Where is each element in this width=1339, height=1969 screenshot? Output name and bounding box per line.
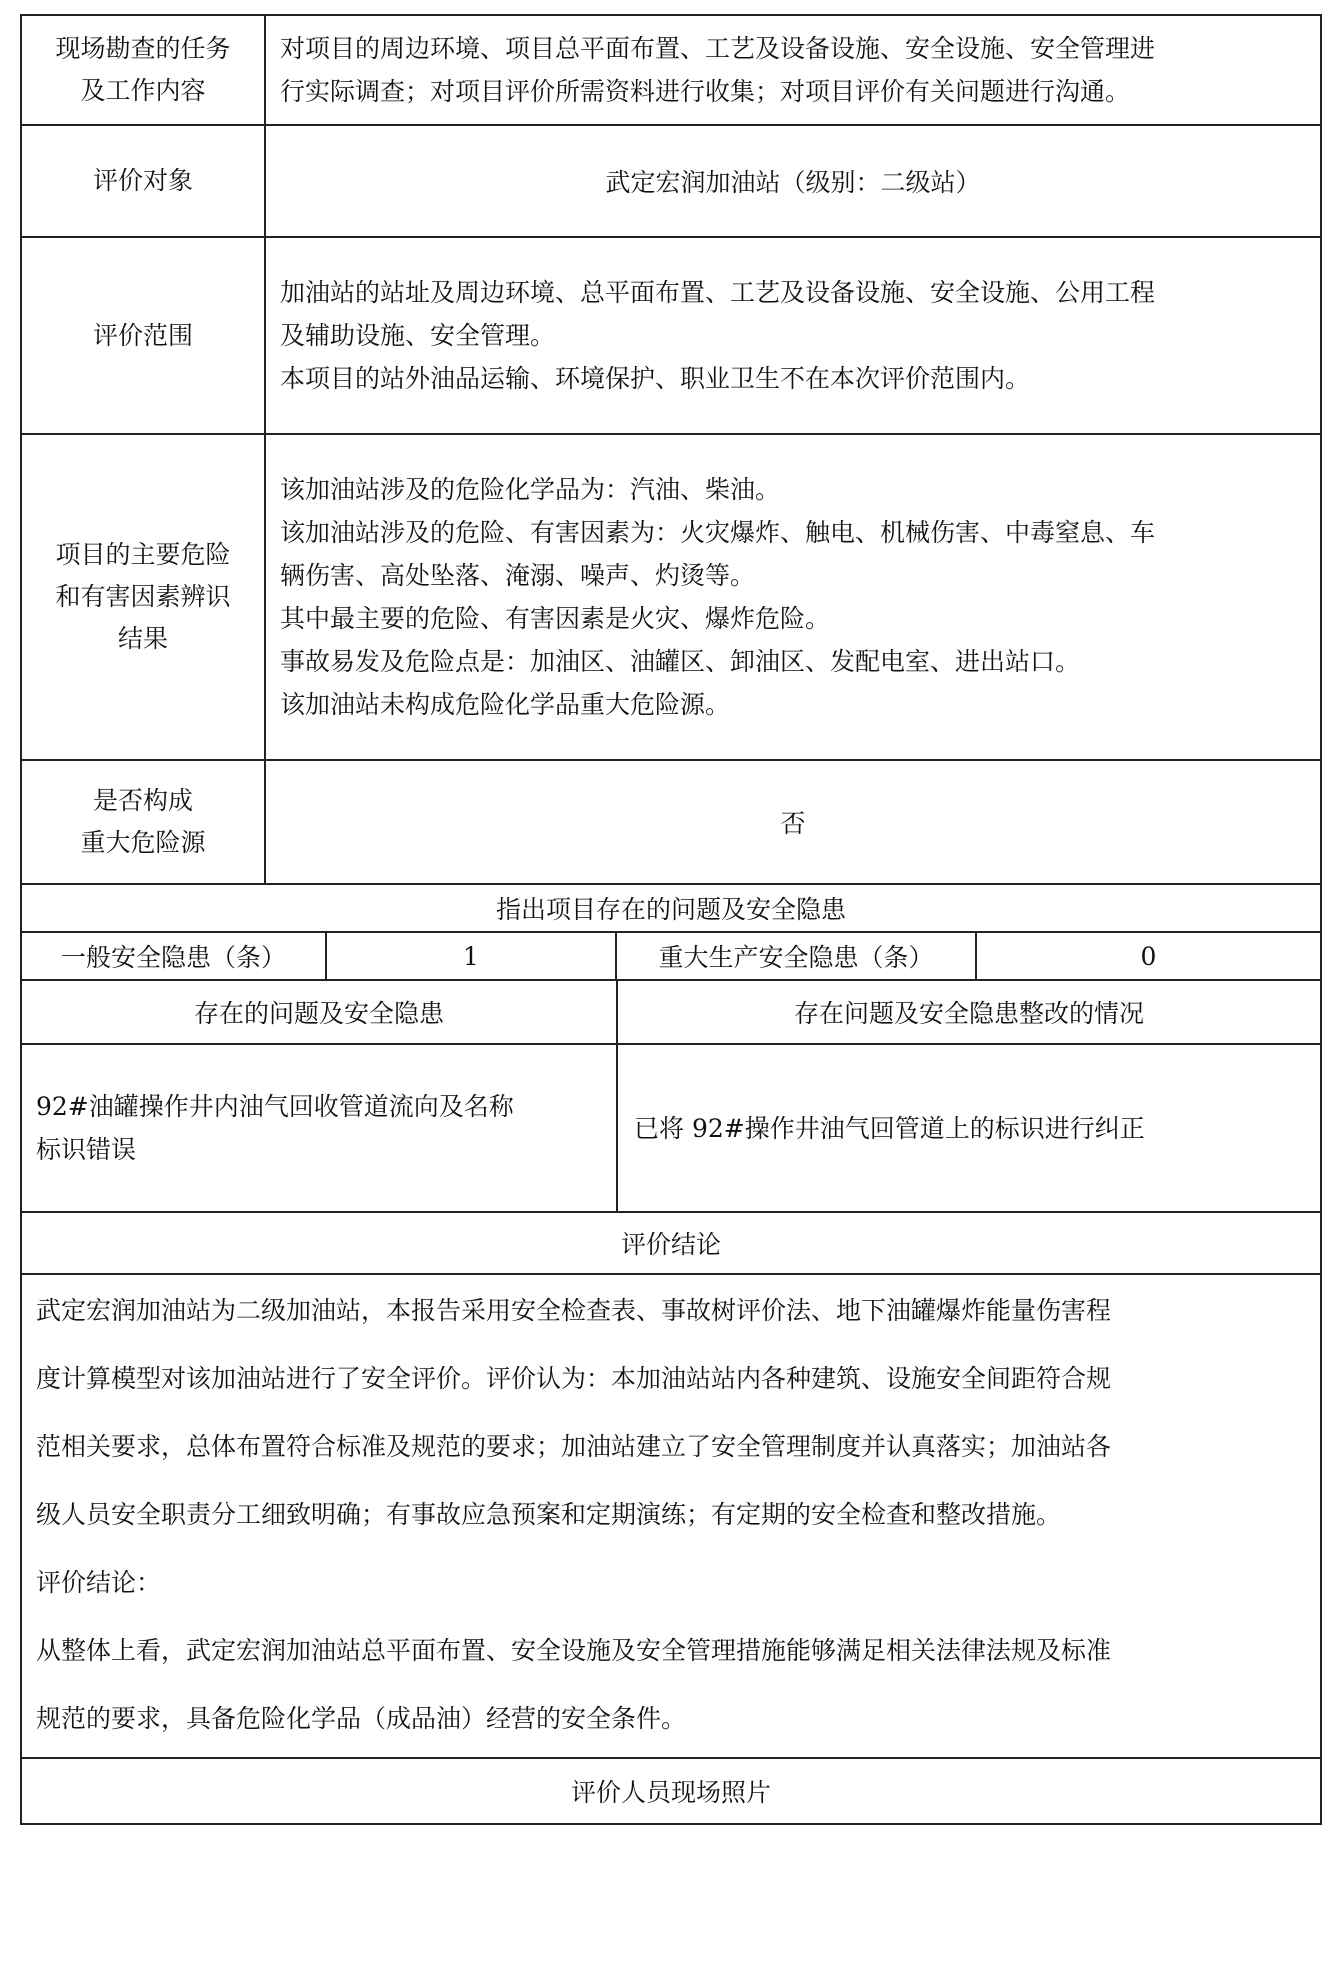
site-survey-content-line-1: 对项目的周边环境、项目总平面布置、工艺及设备设施、安全设施、安全管理进	[280, 34, 1156, 63]
conclusion-line-4: 级人员安全职责分工细致明确；有事故应急预案和定期演练；有定期的安全检查和整改措施。	[36, 1500, 1062, 1529]
row-major-hazard	[21, 760, 1321, 884]
row-site-survey	[21, 15, 1321, 125]
hazards-content-line-3: 辆伤害、高处坠落、淹溺、噪声、灼烫等。	[280, 561, 756, 590]
major-hazard-content: 否	[265, 760, 1321, 884]
conclusion-title-row	[21, 1212, 1321, 1274]
site-survey-label-line-1: 现场勘查的任务	[55, 34, 231, 63]
conclusion-line-6: 从整体上看，武定宏润加油站总平面布置、安全设施及安全管理措施能够满足相关法律法规及标准	[36, 1636, 1112, 1665]
issues-header-row	[21, 980, 1321, 1044]
issues-title-row	[21, 884, 1321, 932]
photos-section-title: 评价人员现场照片	[21, 1758, 1321, 1824]
site-survey-content	[265, 15, 1321, 125]
row-scope	[21, 237, 1321, 434]
problem-description	[21, 1044, 617, 1212]
scope-label: 评价范围	[21, 237, 265, 434]
major-hazard-label	[21, 760, 265, 884]
row-subject	[21, 125, 1321, 237]
general-hazard-count: 1	[326, 932, 616, 980]
conclusion-line-3: 范相关要求，总体布置符合标准及规范的要求；加油站建立了安全管理制度并认真落实；加油站各	[36, 1432, 1112, 1461]
site-survey-label-line-2: 及工作内容	[80, 76, 206, 105]
conclusion-section-title: 评价结论	[21, 1212, 1321, 1274]
subject-label: 评价对象	[21, 125, 265, 237]
hazards-content-line-2: 该加油站涉及的危险、有害因素为：火灾爆炸、触电、机械伤害、中毒窒息、车	[280, 518, 1156, 547]
scope-content-line-3: 本项目的站外油品运输、环境保护、职业卫生不在本次评价范围内。	[280, 364, 1031, 393]
site-survey-content-line-2: 行实际调查；对项目评价所需资料进行收集；对项目评价有关问题进行沟通。	[280, 77, 1131, 106]
hazards-content-line-1: 该加油站涉及的危险化学品为：汽油、柴油。	[280, 475, 781, 504]
issues-section-title: 指出项目存在的问题及安全隐患	[21, 884, 1321, 932]
conclusion-body-row	[21, 1274, 1321, 1758]
hazards-label-line-3: 结果	[117, 624, 168, 653]
general-hazard-label: 一般安全隐患（条）	[21, 932, 326, 980]
site-survey-label	[21, 15, 265, 125]
scope-content	[265, 237, 1321, 434]
hazards-label	[21, 434, 265, 760]
problem-line-1: 92#油罐操作井内油气回收管道流向及名称	[36, 1092, 514, 1121]
problem-line-2: 标识错误	[36, 1135, 137, 1164]
project-info-table	[20, 14, 1322, 885]
conclusion-line-7: 规范的要求，具备危险化学品（成品油）经营的安全条件。	[36, 1704, 687, 1733]
rectify-description: 已将 92#操作井油气回管道上的标识进行纠正	[617, 1044, 1321, 1212]
subject-content: 武定宏润加油站（级别：二级站）	[265, 125, 1321, 237]
hazards-label-line-1: 项目的主要危险	[55, 540, 231, 569]
conclusion-line-1: 武定宏润加油站为二级加油站，本报告采用安全检查表、事故树评价法、地下油罐爆炸能量伤害程	[36, 1296, 1112, 1325]
scope-content-line-1: 加油站的站址及周边环境、总平面布置、工艺及设备设施、安全设施、公用工程	[280, 278, 1156, 307]
major-production-hazard-count: 0	[976, 932, 1321, 980]
evaluation-summary-sheet	[20, 14, 1320, 1825]
conclusion-line-2: 度计算模型对该加油站进行了安全评价。评价认为：本加油站站内各种建筑、设施安全间距符合规	[36, 1364, 1112, 1393]
rectify-column-header: 存在问题及安全隐患整改的情况	[617, 980, 1321, 1044]
issues-count-row	[21, 932, 1321, 980]
major-hazard-label-line-2: 重大危险源	[80, 828, 206, 857]
conclusion-body	[21, 1274, 1321, 1758]
scope-content-line-2: 及辅助设施、安全管理。	[280, 321, 556, 350]
conclusion-table	[20, 1211, 1322, 1825]
issues-detail-table	[20, 979, 1322, 1213]
hazards-content-line-4: 其中最主要的危险、有害因素是火灾、爆炸危险。	[280, 604, 831, 633]
hazards-content	[265, 434, 1321, 760]
hazards-content-line-6: 该加油站未构成危险化学品重大危险源。	[280, 690, 731, 719]
hazards-content-line-5: 事故易发及危险点是：加油区、油罐区、卸油区、发配电室、进出站口。	[280, 647, 1081, 676]
issues-table	[20, 883, 1322, 981]
issue-row	[21, 1044, 1321, 1212]
conclusion-line-5: 评价结论：	[36, 1568, 162, 1597]
photos-title-row	[21, 1758, 1321, 1824]
problem-column-header: 存在的问题及安全隐患	[21, 980, 617, 1044]
major-hazard-label-line-1: 是否构成	[92, 786, 193, 815]
hazards-label-line-2: 和有害因素辨识	[55, 582, 231, 611]
major-production-hazard-label: 重大生产安全隐患（条）	[616, 932, 976, 980]
row-hazards	[21, 434, 1321, 760]
